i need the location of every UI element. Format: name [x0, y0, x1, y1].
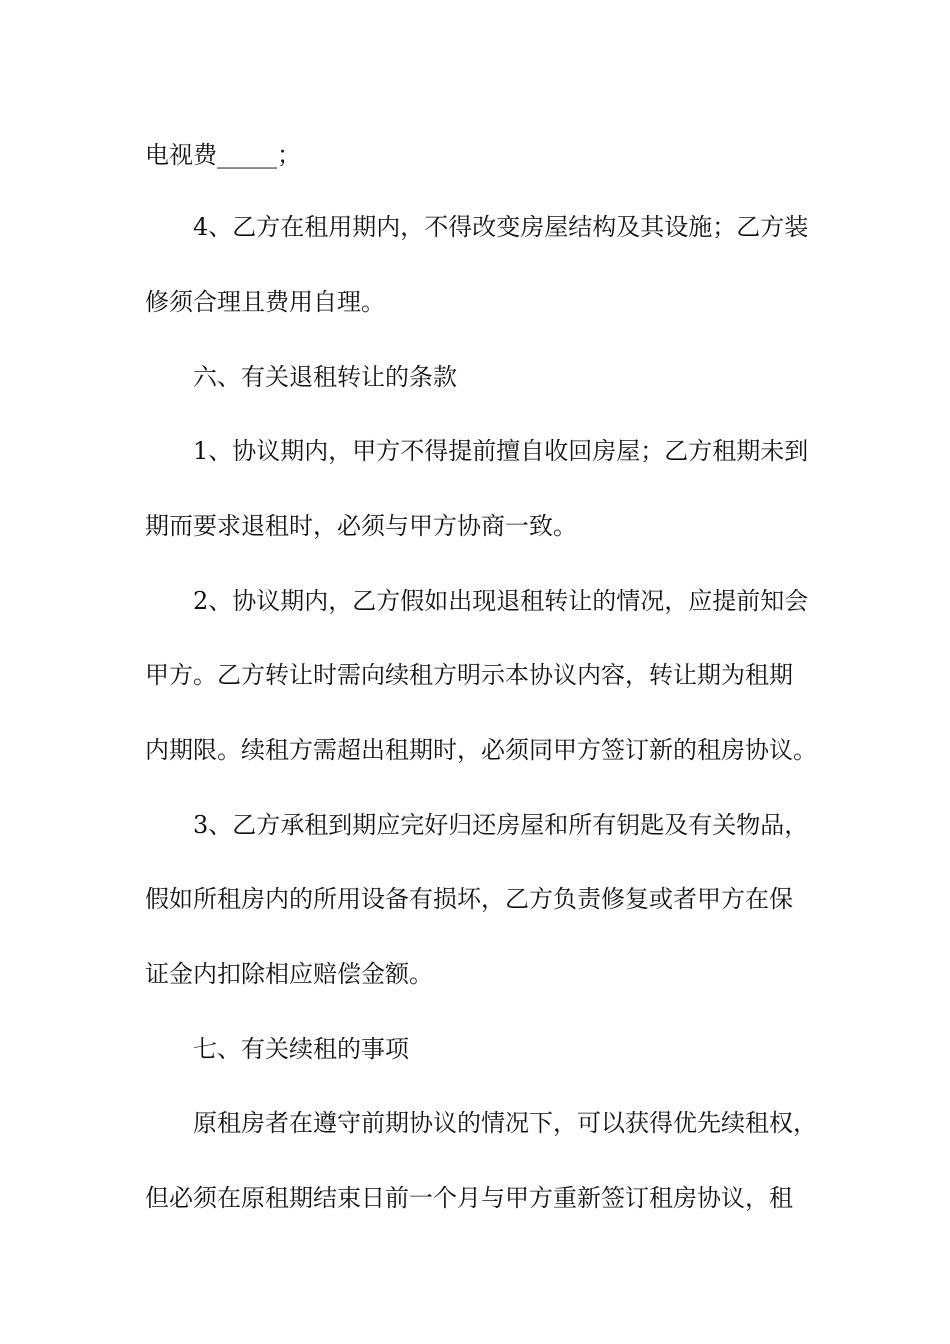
clause-paragraph: 2、协议期内，乙方假如出现退租转让的情况，应提前知会 [193, 587, 809, 615]
section-heading: 六、有关退租转让的条款 [193, 363, 457, 391]
clause-paragraph: 1、协议期内，甲方不得提前擅自收回房屋；乙方租期未到 [193, 437, 809, 465]
text-line: 但必须在原租期结束日前一个月与甲方重新签订租房协议，租 [145, 1184, 793, 1212]
text-line: 证金内扣除相应赔偿金额。 [145, 960, 433, 988]
text-line: 内期限。续租方需超出租期时，必须同甲方签订新的租房协议。 [145, 736, 817, 764]
text-line: 电视费_____； [145, 141, 301, 169]
text-line: 修须合理且费用自理。 [145, 288, 385, 316]
text-line: 甲方。乙方转让时需向续租方明示本协议内容，转让期为租期 [145, 661, 793, 689]
clause-paragraph: 4、乙方在租用期内，不得改变房屋结构及其设施；乙方装 [193, 213, 809, 241]
text-line: 期而要求退租时，必须与甲方协商一致。 [145, 512, 577, 540]
text-line: 假如所租房内的所用设备有损坏，乙方负责修复或者甲方在保 [145, 885, 793, 913]
clause-paragraph: 3、乙方承租到期应完好归还房屋和所有钥匙及有关物品， [193, 811, 809, 839]
clause-paragraph: 原租房者在遵守前期协议的情况下，可以获得优先续租权， [193, 1109, 817, 1137]
section-heading: 七、有关续租的事项 [193, 1035, 409, 1063]
